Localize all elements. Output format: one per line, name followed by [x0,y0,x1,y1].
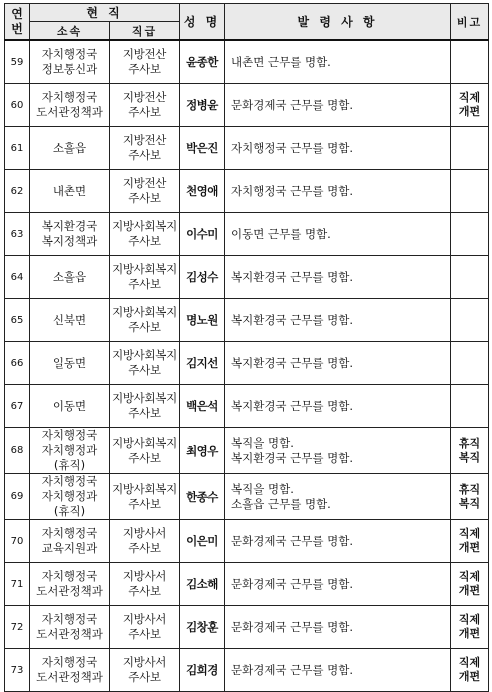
current-rank-cell: 지방사회복지 주사보 [110,213,180,256]
current-affiliation-cell: 자치행정국 도서관정책과 [30,606,110,649]
current-affiliation-cell: 자치행정국 도서관정책과 [30,563,110,606]
appointment-order-cell: 문화경제국 근무를 명함. [225,606,451,649]
current-rank-cell: 지방사서 주사보 [110,520,180,563]
employee-name-cell: 정병윤 [180,84,225,127]
table-row [5,213,489,256]
table-row [5,385,489,428]
remark-cell [451,256,489,299]
employee-name-cell: 이수미 [180,213,225,256]
table-row [5,342,489,385]
row-number-cell: 62 [5,170,30,213]
row-number-cell: 72 [5,606,30,649]
col-header-no [5,4,30,41]
current-rank-cell: 지방전산 주사보 [110,127,180,170]
row-number-cell: 73 [5,649,30,692]
current-rank-cell: 지방전산 주사보 [110,170,180,213]
current-rank-cell: 지방전산 주사보 [110,84,180,127]
personnel-order-document [4,3,489,692]
row-number-cell: 61 [5,127,30,170]
employee-name-cell: 김지선 [180,342,225,385]
row-number-cell: 65 [5,299,30,342]
remark-cell: 직제 개편 [451,84,489,127]
appointment-order-cell: 복지환경국 근무를 명함. [225,256,451,299]
col-header-rank: 직급 [110,22,180,41]
current-rank-cell: 지방사회복지 주사보 [110,385,180,428]
current-affiliation-cell: 자치행정국 자치행정과 (휴직) [30,474,110,520]
current-affiliation-cell: 자치행정국 도서관정책과 [30,649,110,692]
employee-name-cell: 김성수 [180,256,225,299]
employee-name-cell: 김창훈 [180,606,225,649]
table-row [5,428,489,474]
row-number-cell: 70 [5,520,30,563]
current-affiliation-cell: 자치행정국 교육지원과 [30,520,110,563]
employee-name-cell: 명노원 [180,299,225,342]
appointment-order-cell: 문화경제국 근무를 명함. [225,563,451,606]
table-row [5,520,489,563]
table-body [5,40,489,692]
current-affiliation-cell: 내촌면 [30,170,110,213]
table-row [5,563,489,606]
table-row [5,256,489,299]
appointment-order-cell: 내촌면 근무를 명함. [225,40,451,84]
current-rank-cell: 지방사회복지 주사보 [110,299,180,342]
col-header-affiliation: 소속 [30,22,110,41]
remark-cell: 직제 개편 [451,563,489,606]
current-rank-cell: 지방사회복지 주사보 [110,474,180,520]
row-number-cell: 64 [5,256,30,299]
current-affiliation-cell: 신북면 [30,299,110,342]
table-row [5,606,489,649]
col-header-remark: 비고 [451,4,489,41]
employee-name-cell: 한종수 [180,474,225,520]
remark-cell [451,127,489,170]
appointment-order-cell: 문화경제국 근무를 명함. [225,84,451,127]
appointment-order-cell: 문화경제국 근무를 명함. [225,520,451,563]
current-rank-cell: 지방사서 주사보 [110,606,180,649]
row-number-cell: 71 [5,563,30,606]
remark-cell [451,299,489,342]
remark-cell: 휴직 복직 [451,428,489,474]
remark-cell: 휴직 복직 [451,474,489,520]
current-affiliation-cell: 자치행정국 도서관정책과 [30,84,110,127]
appointment-order-cell: 복지환경국 근무를 명함. [225,299,451,342]
remark-cell [451,213,489,256]
current-rank-cell: 지방사회복지 주사보 [110,342,180,385]
appointment-order-cell: 자치행정국 근무를 명함. [225,170,451,213]
header-row-1 [5,4,489,22]
row-number-cell: 67 [5,385,30,428]
col-header-order: 발 령 사 항 [225,4,451,41]
col-header-no-bottom: 번 [11,21,23,36]
current-affiliation-cell: 자치행정국 정보통신과 [30,40,110,84]
remark-cell: 직제 개편 [451,606,489,649]
employee-name-cell: 김희경 [180,649,225,692]
table-row [5,40,489,84]
current-affiliation-cell: 자치행정국 자치행정과 (휴직) [30,428,110,474]
remark-cell: 직제 개편 [451,649,489,692]
row-number-cell: 63 [5,213,30,256]
table-row [5,299,489,342]
row-number-cell: 66 [5,342,30,385]
remark-cell [451,385,489,428]
employee-name-cell: 천영애 [180,170,225,213]
remark-cell [451,170,489,213]
table-row [5,127,489,170]
remark-cell [451,40,489,84]
table-row [5,170,489,213]
current-affiliation-cell: 소흘읍 [30,127,110,170]
remark-cell: 직제 개편 [451,520,489,563]
employee-name-cell: 이은미 [180,520,225,563]
current-rank-cell: 지방사서 주사보 [110,563,180,606]
current-rank-cell: 지방사회복지 주사보 [110,256,180,299]
table-row [5,474,489,520]
current-affiliation-cell: 이동면 [30,385,110,428]
current-affiliation-cell: 소흘읍 [30,256,110,299]
table-row [5,649,489,692]
employee-name-cell: 윤종한 [180,40,225,84]
employee-name-cell: 김소해 [180,563,225,606]
row-number-cell: 60 [5,84,30,127]
appointment-order-cell: 복지환경국 근무를 명함. [225,385,451,428]
remark-cell [451,342,489,385]
employee-name-cell: 백은석 [180,385,225,428]
current-affiliation-cell: 복지환경국 복지정책과 [30,213,110,256]
current-affiliation-cell: 일동면 [30,342,110,385]
appointment-order-cell: 이동면 근무를 명함. [225,213,451,256]
current-rank-cell: 지방전산 주사보 [110,40,180,84]
current-rank-cell: 지방사서 주사보 [110,649,180,692]
row-number-cell: 59 [5,40,30,84]
appointment-order-cell: 문화경제국 근무를 명함. [225,649,451,692]
employee-name-cell: 박은진 [180,127,225,170]
col-header-current: 현 직 [30,4,180,22]
appointment-order-cell: 복직을 명함. 복지환경국 근무를 명함. [225,428,451,474]
col-header-no-top: 연 [11,6,23,21]
appointment-order-cell: 자치행정국 근무를 명함. [225,127,451,170]
employee-name-cell: 최영우 [180,428,225,474]
current-rank-cell: 지방사회복지 주사보 [110,428,180,474]
table-row [5,84,489,127]
personnel-order-table [4,3,489,692]
col-header-name: 성 명 [180,4,225,41]
appointment-order-cell: 복직을 명함. 소흘읍 근무를 명함. [225,474,451,520]
appointment-order-cell: 복지환경국 근무를 명함. [225,342,451,385]
row-number-cell: 69 [5,474,30,520]
row-number-cell: 68 [5,428,30,474]
